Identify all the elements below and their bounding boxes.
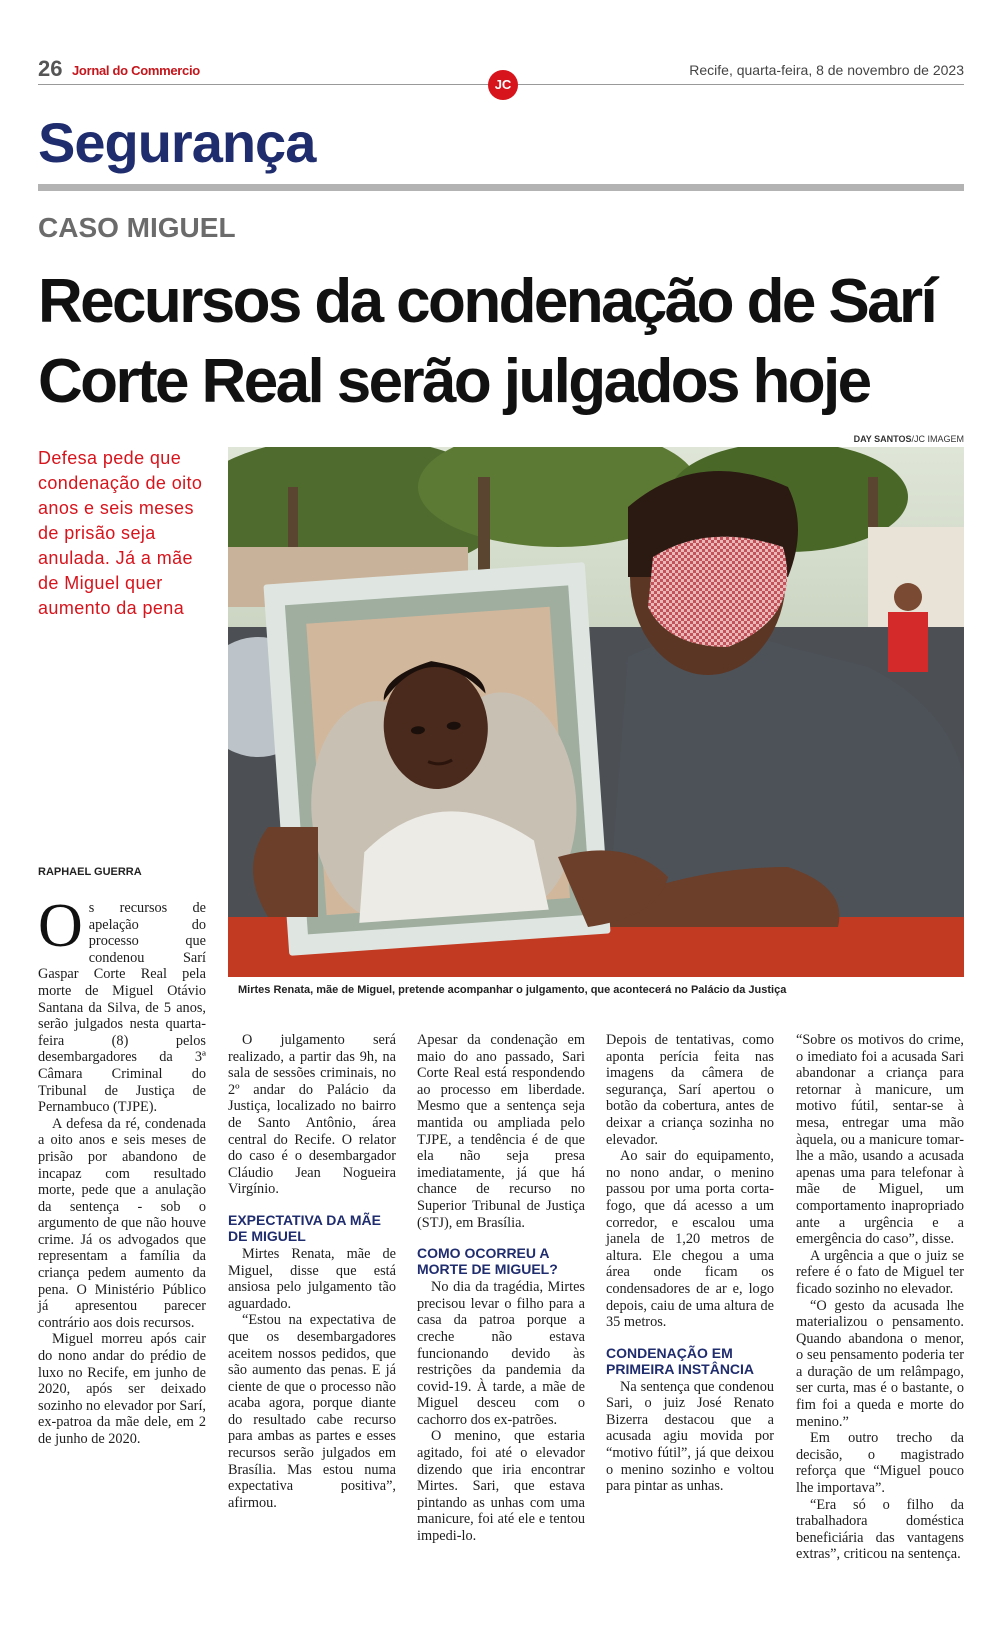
article-deck: Defesa pede que condenação de oito anos e seis meses de prisão seja anulada. Já a mãe de Miguel quer aumento da pena: [38, 448, 203, 618]
paragraph: No dia da tragédia, Mirtes precisou levar o filho para a casa da patroa porque a creche não estava funcionando devido às restrições da pandemia da covid-19. À tarde, a mãe de Miguel desceu com o cachorro dos ex-patrões.: [417, 1279, 585, 1428]
kicker: CASO MIGUEL: [38, 212, 236, 243]
photo-credit-name: DAY SANTOS: [853, 434, 912, 444]
paragraph: Depois de tentativas, como aponta perícia feita nas imagens da câmera de segurança, Sarí apertou o botão da cobertura, antes de deixar a criança sozinha no elevador.: [606, 1032, 774, 1148]
article-column-2: [228, 1032, 396, 1511]
photo-credit-agency: /JC IMAGEM: [911, 434, 964, 444]
subheading: EXPECTATIVA DA MÃE DE MIGUEL: [228, 1211, 381, 1244]
paragraph: O menino, que estaria agitado, foi até o elevador dizendo que iria encontrar Mirtes. Sari, que estava pintando as unhas com uma manicure, foi até ele e tentou impedi-lo.: [417, 1428, 585, 1545]
headline: Recursos da condenação de Sarí Corte Real serão julgados hoje: [38, 267, 936, 416]
paragraph: Na sentença que condenou Sari, o juiz José Renato Bizerra destacou que a acusada agiu movida por “motivo fútil”, já que deixou o menino sozinho e voltou para pintar as unhas.: [606, 1378, 774, 1495]
paragraph: Apesar da condenação em maio do ano passado, Sari Corte Real está respondendo ao processo em liberdade. Mesmo que a sentença seja mantida ou ampliada pelo TJPE, a tendência é de que ela não seja presa imediatamente, já que há chance de recurso no Superior Tribunal de Justiça (STJ), em Brasília.: [417, 1032, 585, 1231]
article-column-3: [417, 1032, 585, 1545]
paragraph: “Estou na expectativa de que os desembargadores aceitem nossos pedidos, que são aumento das penas. E já ciente de que o processo não acaba agora, porque diante do resultado cabe recurso para ambas as partes e esses recursos serão julgados em Brasília. Mas estou numa expectativa positiva”, afirmou.: [228, 1312, 396, 1511]
edition-date: Recife, quarta-feira, 8 de novembro de 2023: [689, 62, 964, 78]
article-photo: [228, 447, 964, 977]
drop-cap: O: [38, 892, 83, 960]
paragraph: Ao sair do equipamento, no nono andar, o menino passou por uma porta corta-fogo, que dá acesso a um corredor, e escalou uma janela de 1,20 metros de altura. Ele chegou a uma área onde ficam os condensadores de ar e, logo depois, caiu de uma altura de 35 metros.: [606, 1148, 774, 1331]
photo-illustration: [228, 447, 964, 977]
paragraph-text: s recursos de apelação do processo que condenou Sarí Gaspar Corte Real pela morte de Miguel Otávio Santana da Silva, de 5 anos, serão julgados nesta quarta-feira (8) pelos desembargadores da 3ª Câmara Criminal do Tribunal de Justiça de Pernambuco (TJPE).: [38, 900, 206, 1116]
paragraph: A defesa da ré, condenada a oito anos e seis meses de prisão por abandono de incapaz com resultado morte, pede que a anulação da sentença - sob o argumento de que não houve crime. Já os advogados que representam a família da criança pedem aumento da pena. O Ministério Público já apresentou parecer contrário aos dois recursos.: [38, 1115, 206, 1331]
paragraph: A urgência a que o juiz se refere é o fato de Miguel ter ficado sozinho no elevador.: [796, 1247, 964, 1297]
paragraph: “O gesto da acusada lhe materializou o pensamento. Quando abandona o menor, o seu pensamento poderia ter a duração de um relâmpago, ser curta, mas é o bastante, o fim foi a queda e morte do menino.”: [796, 1297, 964, 1430]
photo-credit: [854, 434, 964, 444]
paragraph: O julgamento será realizado, a partir das 9h, na sala de sessões criminais, no 2º andar do Palácio da Justiça, localizado no bairro de Santo Antônio, área central do Recife. O relator do caso é o desembargador Cláudio Jean Nogueira Virgínio.: [228, 1032, 396, 1198]
jc-logo-icon: JC: [488, 70, 518, 100]
article-column-1: [38, 892, 206, 1448]
paragraph: “Era só o filho da trabalhadora doméstica beneficiária das vantagens extras”, criticou na sentença.: [796, 1496, 964, 1563]
newspaper-name: Jornal do Commercio: [72, 63, 200, 78]
subheading: CONDENAÇÃO EM PRIMEIRA INSTÂNCIA: [606, 1344, 755, 1377]
byline: RAPHAEL GUERRA: [38, 866, 142, 878]
subheading: COMO OCORREU A MORTE DE MIGUEL?: [417, 1245, 558, 1278]
article-column-4: [606, 1032, 774, 1495]
section-divider: [38, 184, 964, 191]
article-column-5: [796, 1032, 964, 1563]
paragraph: Mirtes Renata, mãe de Miguel, disse que está ansiosa pelo julgamento tão aguardado.: [228, 1245, 396, 1312]
paragraph: [38, 892, 206, 1116]
masthead: [38, 56, 964, 92]
section-title: Segurança: [38, 111, 316, 174]
paragraph: “Sobre os motivos do crime, o imediato foi a acusada Sari abandonar a criança para retornar à manicure, um motivo fútil, sentar-se à mesa, entregar uma mão àquela, ou a manicure tomar-lhe a mão, usando a acusada apenas uma para telefonar à mãe de Miguel, um comportamento inapropriado ante a urgência e a emergência do caso”, disse.: [796, 1032, 964, 1248]
paragraph: Em outro trecho da decisão, o magistrado reforça que “Miguel pouco lhe importava”.: [796, 1430, 964, 1497]
paragraph: Miguel morreu após cair do nono andar do prédio de luxo no Recife, em junho de 2020, após ser deixado sozinho no elevador por Sarí, ex-patroa da mãe dele, em 2 de junho de 2020.: [38, 1331, 206, 1447]
page-number: 26: [38, 56, 63, 81]
photo-caption: Mirtes Renata, mãe de Miguel, pretende acompanhar o julgamento, que acontecerá no Palácio da Justiça: [238, 984, 787, 996]
